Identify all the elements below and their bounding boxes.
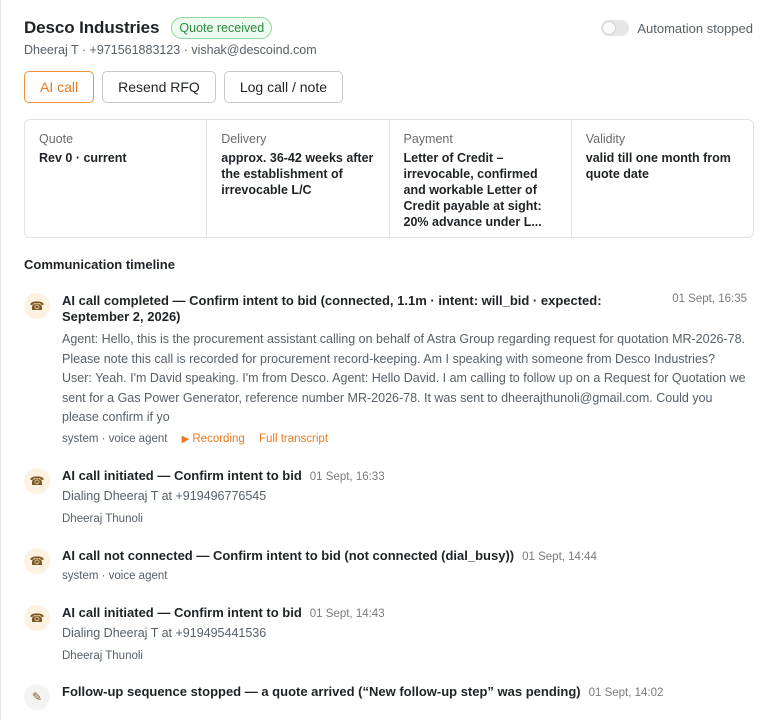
timeline-item xyxy=(24,684,747,704)
timeline-item-title: AI call completed — Confirm intent to bid (connected, 1.1m · intent: will_bid · expected: September 2, 2026) xyxy=(62,293,602,324)
timeline-item-body xyxy=(62,468,747,527)
summary-value: Rev 0 · current xyxy=(39,151,127,165)
summary-label: Payment xyxy=(403,132,453,146)
automation-label: Automation stopped xyxy=(637,20,753,36)
timeline-item-time: 01 Sept, 14:02 xyxy=(588,687,664,699)
timeline-item-time: 01 Sept, 14:43 xyxy=(309,608,385,620)
timeline-item-title-row xyxy=(62,684,747,701)
timeline-item-body xyxy=(62,293,747,448)
recording-link[interactable] xyxy=(182,433,245,445)
action-bar xyxy=(24,71,343,103)
summary-value: valid till one month from quote date xyxy=(585,151,731,181)
phone-icon: ☎ xyxy=(24,548,50,574)
play-icon: ▶ xyxy=(181,433,190,445)
summary-value: Letter of Credit – irrevocable, confirmed and workable Letter of Credit payable at sight: 20% advance under L... xyxy=(403,151,542,229)
summary-label: Validity xyxy=(585,132,626,146)
company-name: Desco Industries xyxy=(24,18,160,37)
phone-icon: ☎ xyxy=(24,605,50,631)
ai-call-button[interactable]: AI call xyxy=(24,71,94,103)
timeline-item-meta xyxy=(62,431,657,448)
summary-value: approx. 36-42 weeks after the establishment of irrevocable L/C xyxy=(221,151,374,197)
timeline-item-text: Dialing Dheeraj T at +919495441536 xyxy=(62,626,267,640)
timeline-item-time: 01 Sept, 16:35 xyxy=(672,293,747,305)
summary-label: Quote xyxy=(39,132,74,146)
timeline-item-title: AI call initiated — Confirm intent to bid xyxy=(62,468,302,483)
timeline-item-author: Dheeraj Thunoli xyxy=(62,649,143,662)
quote-summary xyxy=(24,119,754,238)
timeline-item-text: Agent: Hello, this is the procurement assistant calling on behalf of Astra Group regarding request for quotation MR-2026-78. Please note this call is recorded for procurement record-keeping. Am I speaking with someone from Desco Industries? User: Yeah. I'm David speaking. I'm from Desco. Agent: Hello David. I am calling to follow up on a Request for Quotation we sent for a Gas Power Generator, reference number MR-2026-78. It was sent to dheerajthunoli@gmail.com. Could you please confirm if yo xyxy=(62,332,746,424)
timeline-item-time: 01 Sept, 16:33 xyxy=(309,471,385,483)
summary-delivery xyxy=(207,120,389,237)
timeline-item-text: Dialing Dheeraj T at +919496776545 xyxy=(62,489,267,503)
timeline-item-title-row xyxy=(62,548,747,565)
contact-line: Dheeraj T · +971561883123 · vishak@descoind.com xyxy=(24,43,317,57)
timeline-item xyxy=(24,605,747,664)
timeline-item-author: system · voice agent xyxy=(62,570,168,582)
automation-toggle[interactable] xyxy=(601,20,629,36)
timeline-item-title: AI call initiated — Confirm intent to bid xyxy=(62,605,302,620)
timeline-item-title: AI call not connected — Confirm intent to bid (not connected (dial_busy)) xyxy=(62,548,515,563)
timeline-item-title: Follow-up sequence stopped — a quote arrived (“New follow-up step” was pending) xyxy=(62,684,581,699)
recording-label: Recording xyxy=(192,432,245,445)
full-transcript-link[interactable]: Full transcript xyxy=(259,432,329,445)
summary-payment xyxy=(390,120,572,237)
timeline-item-author: Dheeraj Thunoli xyxy=(62,512,143,525)
timeline-item-title-row xyxy=(62,605,747,622)
status-badge: Quote received xyxy=(171,17,272,39)
timeline-item-title-row xyxy=(62,468,747,485)
phone-icon: ☎ xyxy=(24,468,50,494)
log-call-note-button[interactable]: Log call / note xyxy=(224,71,343,103)
automation-toggle-group xyxy=(601,20,753,36)
pencil-icon: ✎ xyxy=(24,684,50,710)
summary-quote xyxy=(25,120,207,237)
timeline-item-author: system · voice agent xyxy=(62,432,168,445)
vendor-header xyxy=(24,17,753,57)
timeline-item-body xyxy=(62,605,747,664)
timeline-item xyxy=(24,548,747,584)
timeline-item xyxy=(24,293,747,448)
summary-label: Delivery xyxy=(221,132,267,146)
resend-rfq-button[interactable]: Resend RFQ xyxy=(102,71,216,103)
phone-icon: ☎ xyxy=(24,293,50,319)
timeline-item-body xyxy=(62,548,747,584)
toggle-knob xyxy=(602,21,616,35)
timeline-item xyxy=(24,468,747,527)
timeline-item-body xyxy=(62,684,747,701)
summary-validity xyxy=(572,120,753,237)
timeline-title: Communication timeline xyxy=(24,257,175,272)
timeline-item-time: 01 Sept, 14:44 xyxy=(522,551,597,563)
